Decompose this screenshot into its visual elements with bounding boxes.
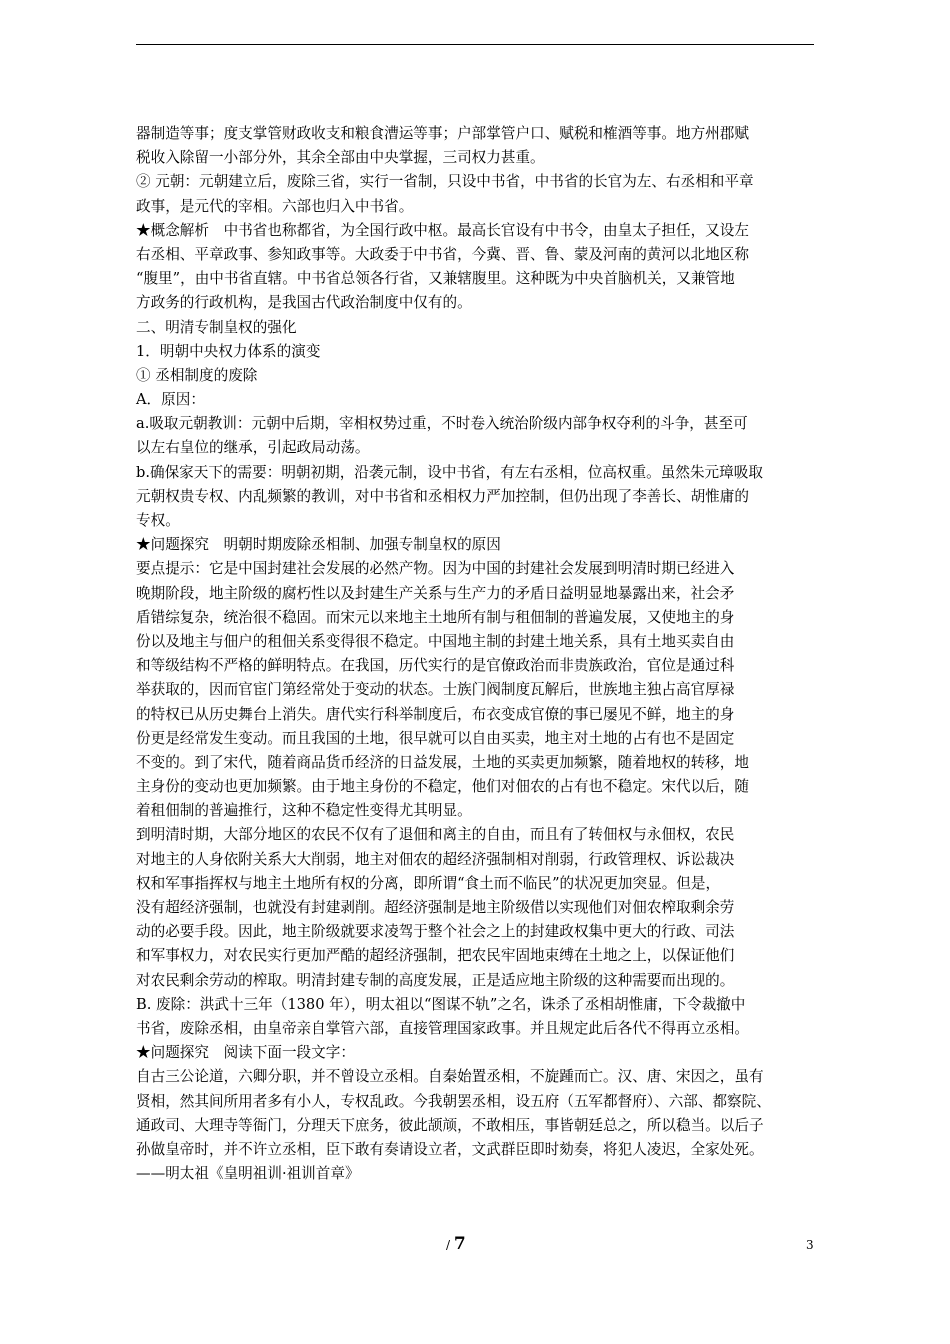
text-line: “腹里”，由中书省直辖。中书省总领各行省，又兼辖腹里。这种既为中央首脑机关，又兼管地 [136,270,735,288]
text-line: a.吸取元朝教训：元朝中后期，宰相权势过重，不时卷入统治阶级内部争权夺利的斗争，甚至可 [136,415,748,433]
text-line: 对地主的人身依附关系大大削弱，地主对佃农的超经济强制相对削弱，行政管理权、诉讼裁决 [136,850,735,868]
text-line: 要点提示：它是中国封建社会发展的必然产物。因为中国的封建社会发展到明清时期已经进入 [136,560,735,578]
text-line: 晚期阶段，地主阶级的腐朽性以及封建生产关系与生产力的矛盾日益明显地暴露出来，社会矛 [136,584,735,602]
text-line: 着租佃制的普遍推行，这种不稳定性变得尤其明显。 [136,802,472,820]
text-line: 主身份的变动也更加频繁。由于地主身份的不稳定，他们对佃农的占有也不稳定。宋代以后，随 [136,778,749,796]
text-line: 到明清时期，大部分地区的农民不仅有了退佃和离主的自由，而且有了转佃权与永佃权，农民 [136,826,735,844]
text-line: 元朝权贵专权、内乱频繁的教训，对中书省和丞相权力严加控制，但仍出现了李善长、胡惟庸的 [136,487,749,505]
text-line: 份以及地主与佃户的租佃关系变得很不稳定。中国地主制的封建土地关系，具有土地买卖自由 [136,632,735,650]
page-count [446,1234,466,1254]
text-line: b.确保家天下的需要：明朝初期，沿袭元制，设中书省，有左右丞相，位高权重。虽然朱元璋吸取 [136,463,763,481]
section-heading: 二、明清专制皇权的强化 [136,318,297,336]
text-line: ★概念解析 中书省也称都省，为全国行政中枢。最高长官设有中书令，由皇太子担任，又设左 [136,221,749,239]
document-body [136,122,820,1186]
text-line: 和军事权力，对农民实行更加严酷的超经济强制，把农民牢固地束缚在土地之上，以保证他们 [136,947,735,965]
text-line: ① 丞相制度的废除 [136,366,258,384]
total-pages: 7 [453,1234,466,1254]
text-line: 书省，废除丞相，由皇帝亲自掌管六部，直接管理国家政事。并且规定此后各代不得再立丞相。 [136,1019,749,1037]
page-separator: / [446,1238,451,1252]
text-line: 专权。 [136,512,180,529]
text-line: 盾错综复杂，统治很不稳固。而宋元以来地主土地所有制与租佃制的普遍发展，又使地主的身 [136,608,735,626]
text-line: 方政务的行政机构，是我国古代政治制度中仅有的。 [136,294,472,312]
text-line: 政事，是元代的宰相。六部也归入中书省。 [136,197,414,215]
text-line: 以左右皇位的继承，引起政局动荡。 [136,439,370,457]
text-line: 税收入除留一小部分外，其余全部由中央掌握，三司权力甚重。 [136,149,545,167]
citation-line: ——明太祖《皇明祖训·祖训首章》 [136,1165,360,1183]
text-line: B. 废除：洪武十三年（1380 年），明太祖以“图谋不轨”之名，诛杀了丞相胡惟庸，下令裁撤中 [136,995,746,1013]
text-line: 权和军事指挥权与地主土地所有权的分离，即所谓“食土而不临民”的状况更加突显。但是， [136,874,721,892]
text-line: ★问题探究 阅读下面一段文字： [136,1044,355,1062]
text-line: ② 元朝：元朝建立后，废除三省，实行一省制，只设中书省，中书省的长官为左、右丞相和平章 [136,173,754,191]
page-number: 3 [806,1238,814,1252]
text-line: 贤相，然其间所用者多有小人，专权乱政。今我朝罢丞相，设五府（五军都督府）、六部、都察院、 [136,1092,771,1110]
text-line: 的特权已从历史舞台上消失。唐代实行科举制度后，布衣变成官僚的事已屡见不鲜，地主的身 [136,705,735,723]
text-line: 没有超经济强制，也就没有封建剥削。超经济强制是地主阶级借以实现他们对佃农榨取剩余劳 [136,899,735,916]
text-line: 通政司、大理寺等衙门，分理天下庶务，彼此颉颃，不敢相压，事皆朝廷总之，所以稳当。以后子 [136,1116,764,1134]
text-line: 自古三公论道，六卿分职，并不曾设立丞相。自秦始置丞相，不旋踵而亡。汉、唐、宋因之，虽有 [136,1068,764,1086]
text-line: 器制造等事；度支掌管财政收支和粮食漕运等事；户部掌管户口、赋税和榷酒等事。地方州郡赋 [136,125,749,142]
text-line: 动的必要手段。因此，地主阶级就要求凌驾于整个社会之上的封建政权集中更大的行政、司法 [136,923,735,941]
text-line: 孙做皇帝时，并不许立丞相，臣下敢有奏请设立者，文武群臣即时劾奏，将犯人凌迟，全家处死。 [136,1140,764,1158]
text-line: A．原因： [136,391,205,409]
text-line: 和等级结构不严格的鲜明特点。在我国，历代实行的是官僚政治而非贵族政治，官位是通过科 [136,657,735,675]
text-line: ★问题探究 明朝时期废除丞相制、加强专制皇权的原因 [136,536,501,554]
text-line: 对农民剩余劳动的榨取。明清封建专制的高度发展，正是适应地主阶级的这种需要而出现的。 [136,971,735,989]
subsection-heading: 1．明朝中央权力体系的演变 [136,342,321,360]
text-line: 不变的。到了宋代，随着商品货币经济的日益发展，土地的买卖更加频繁，随着地权的转移，地 [136,753,749,771]
text-line: 份更是经常发生变动。而且我国的土地，很早就可以自由买卖，地主对土地的占有也不是固定 [136,729,735,747]
text-line: 举获取的，因而官宦门第经常处于变动的状态。士族门阀制度瓦解后，世族地主独占高官厚禄 [136,681,735,699]
text-line: 右丞相、平章政事、参知政事等。大政委于中书省，今冀、晋、鲁、蒙及河南的黄河以北地区称 [136,245,749,263]
header-rule [136,44,814,45]
